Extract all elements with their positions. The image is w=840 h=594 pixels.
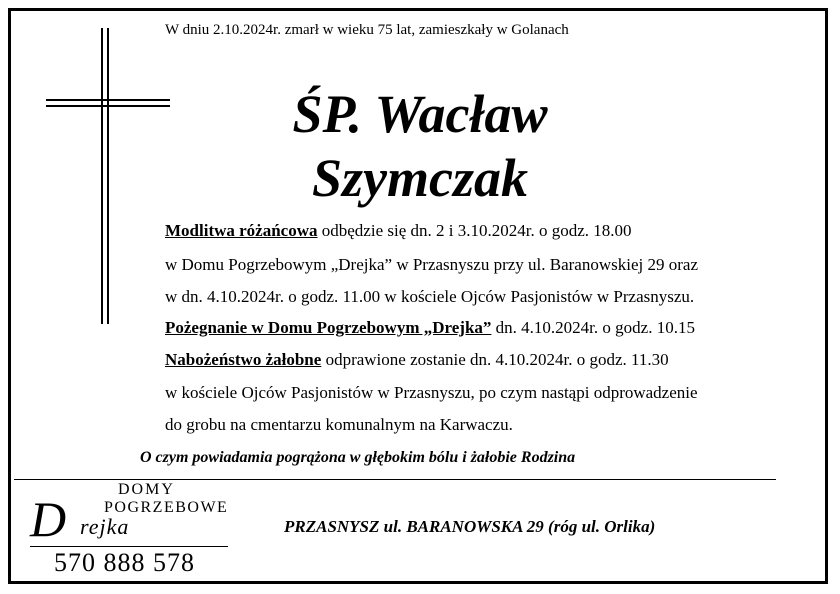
- mass-line-2: w kościele Ojców Pasjonistów w Przasnyszu, po czym nastąpi odprowadzenie: [165, 383, 698, 402]
- mass-heading: Nabożeństwo żałobne: [165, 350, 322, 369]
- mass-text: odprawione zostanie dn. 4.10.2024r. o godz. 11.30: [321, 350, 669, 369]
- rosary-text: odbędzie się dn. 2 i 3.10.2024r. o godz. 18.00: [317, 221, 632, 240]
- closing-text: O czym powiadamia pogrążona w głębokim bólu i żałobie Rodzina: [140, 449, 576, 466]
- deceased-name-line1: ŚP. Wacław: [292, 84, 548, 144]
- rosary-heading: Modlitwa różańcowa: [165, 221, 318, 240]
- rosary-line-3: w dn. 4.10.2024r. o godz. 11.00 w kościele Ojców Pasjonistów w Przasnyszu.: [165, 287, 695, 306]
- mass-line-3: do grobu na cmentarzu komunalnym na Karwaczu.: [165, 415, 513, 434]
- intro-text: W dniu 2.10.2024r. zmarł w wieku 75 lat, zamieszkały w Golanach: [165, 22, 569, 38]
- logo-underline: [30, 546, 228, 547]
- rosary-line: [165, 220, 632, 242]
- logo-rejka-text: rejka: [80, 514, 130, 539]
- farewell-heading: Pożegnanie w Domu Pogrzebowym „Drejka”: [165, 318, 492, 337]
- rosary-line-2: w Domu Pogrzebowym „Drejka” w Przasnyszu przy ul. Baranowskiej 29 oraz: [165, 255, 698, 274]
- mass-line: [165, 349, 669, 371]
- farewell-text: dn. 4.10.2024r. o godz. 10.15: [491, 318, 695, 337]
- phone-number: 570 888 578: [54, 548, 195, 577]
- logo-pogrzebowe-text: POGRZEBOWE: [104, 499, 229, 516]
- address-text: PRZASNYSZ ul. BARANOWSKA 29 (róg ul. Orlika): [284, 517, 656, 536]
- logo-domy-text: DOMY: [118, 481, 175, 498]
- logo-letter-d: D: [30, 491, 67, 547]
- footer-divider: [14, 479, 776, 480]
- farewell-line: [165, 317, 695, 339]
- deceased-name-line2: Szymczak: [312, 148, 528, 208]
